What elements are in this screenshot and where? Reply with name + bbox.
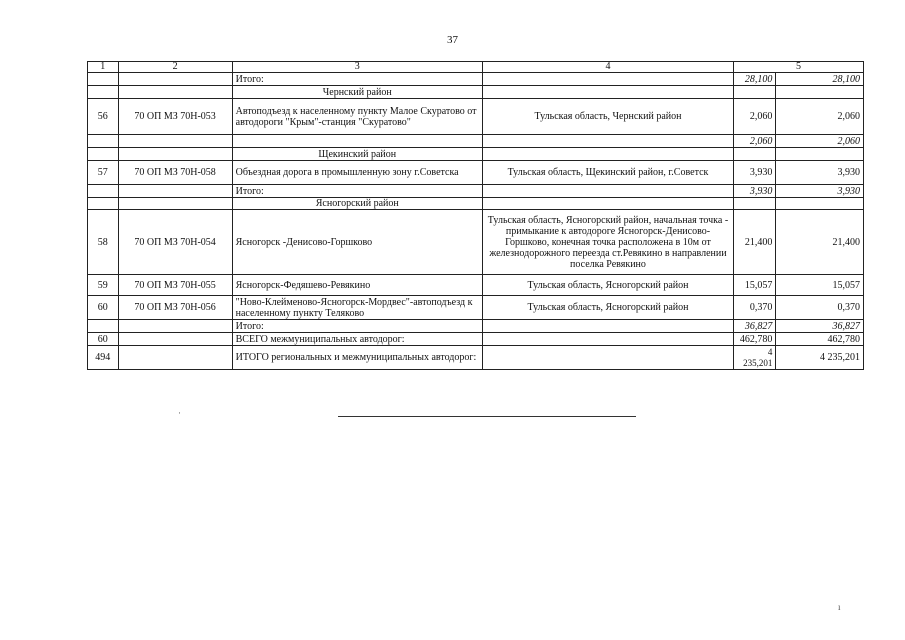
road-name: Объездная дорога в промышленную зону г.Советска [232, 161, 482, 185]
district-title: Ясногорский район [232, 198, 482, 210]
total-value: 462,780 [776, 333, 864, 346]
table-row [88, 99, 864, 135]
grand-total-value: 4 235,201 [776, 346, 864, 370]
total-value: 462,780 [734, 333, 776, 346]
column-header-3: 3 [232, 62, 482, 73]
road-location: Тульская область, Ясногорский район, начальная точка - примыкание к автодороге Ясногорск-Денисово-Горшково, конечная точка расположена в 10м от железнодорожного переезда ст.Ревякино в направлении поселка Ревякино [482, 210, 733, 275]
total-value: 3,930 [734, 185, 776, 198]
road-length-total: 15,057 [776, 275, 864, 296]
total-value: 36,827 [734, 320, 776, 333]
road-length-total: 0,370 [776, 296, 864, 320]
road-code: 70 ОП МЗ 70Н-053 [118, 99, 232, 135]
district-title: Щекинский район [232, 148, 482, 161]
total-label: Итого: [232, 73, 482, 86]
road-length-total: 3,930 [776, 161, 864, 185]
row-number: 60 [88, 296, 119, 320]
district-row [88, 86, 864, 99]
road-location: Тульская область, Ясногорский район [482, 296, 733, 320]
total-value: 36,827 [776, 320, 864, 333]
scan-speck: · [178, 408, 181, 418]
road-length: 15,057 [734, 275, 776, 296]
road-name: "Ново-Клейменово-Ясногорск-Мордвес"-автоподъезд к населенному пункту Теляково [232, 296, 482, 320]
header-row [88, 62, 864, 73]
column-header-5: 5 [734, 62, 864, 73]
grand-total-value: 4 235,201 [734, 346, 776, 370]
column-header-1: 1 [88, 62, 119, 73]
row-number: 59 [88, 275, 119, 296]
table-row [88, 210, 864, 275]
road-length: 21,400 [734, 210, 776, 275]
grand-total-count: 494 [88, 346, 119, 370]
district-title: Чернский район [232, 86, 482, 99]
road-length: 2,060 [734, 99, 776, 135]
all-roads-total-row [88, 333, 864, 346]
grand-total-label: ИТОГО региональных и межмуниципальных автодорог: [232, 346, 482, 370]
total-value: 2,060 [734, 135, 776, 148]
row-number: 57 [88, 161, 119, 185]
road-length-total: 2,060 [776, 99, 864, 135]
table-row [88, 275, 864, 296]
total-row [88, 185, 864, 198]
road-length-total: 21,400 [776, 210, 864, 275]
road-length: 3,930 [734, 161, 776, 185]
road-name: Автоподъезд к населенному пункту Малое Скуратово от автодороги "Крым"-станция "Скуратово" [232, 99, 482, 135]
road-name: Ясногорск-Федяшево-Ревякино [232, 275, 482, 296]
roads-table [87, 61, 864, 370]
road-code: 70 ОП МЗ 70Н-056 [118, 296, 232, 320]
grand-total-row [88, 346, 864, 370]
road-code: 70 ОП МЗ 70Н-055 [118, 275, 232, 296]
scan-speck: ı [838, 602, 841, 612]
total-value: 28,100 [734, 73, 776, 86]
table-row [88, 296, 864, 320]
page-number: 37 [447, 34, 458, 46]
row-number: 58 [88, 210, 119, 275]
district-row [88, 198, 864, 210]
road-code: 70 ОП МЗ 70Н-054 [118, 210, 232, 275]
total-count: 60 [88, 333, 119, 346]
total-value: 28,100 [776, 73, 864, 86]
road-location: Тульская область, Щекинский район, г.Советск [482, 161, 733, 185]
total-label: Итого: [232, 185, 482, 198]
column-header-2: 2 [118, 62, 232, 73]
road-name: Ясногорск -Денисово-Горшково [232, 210, 482, 275]
road-length: 0,370 [734, 296, 776, 320]
district-row [88, 148, 864, 161]
footer-rule [338, 416, 636, 417]
total-row [88, 320, 864, 333]
table-row [88, 161, 864, 185]
total-value: 3,930 [776, 185, 864, 198]
column-header-4: 4 [482, 62, 733, 73]
total-value: 2,060 [776, 135, 864, 148]
total-label: ВСЕГО межмуниципальных автодорог: [232, 333, 482, 346]
total-row [88, 73, 864, 86]
total-label: Итого: [232, 320, 482, 333]
road-location: Тульская область, Ясногорский район [482, 275, 733, 296]
total-row [88, 135, 864, 148]
road-location: Тульская область, Чернский район [482, 99, 733, 135]
row-number: 56 [88, 99, 119, 135]
road-code: 70 ОП МЗ 70Н-058 [118, 161, 232, 185]
